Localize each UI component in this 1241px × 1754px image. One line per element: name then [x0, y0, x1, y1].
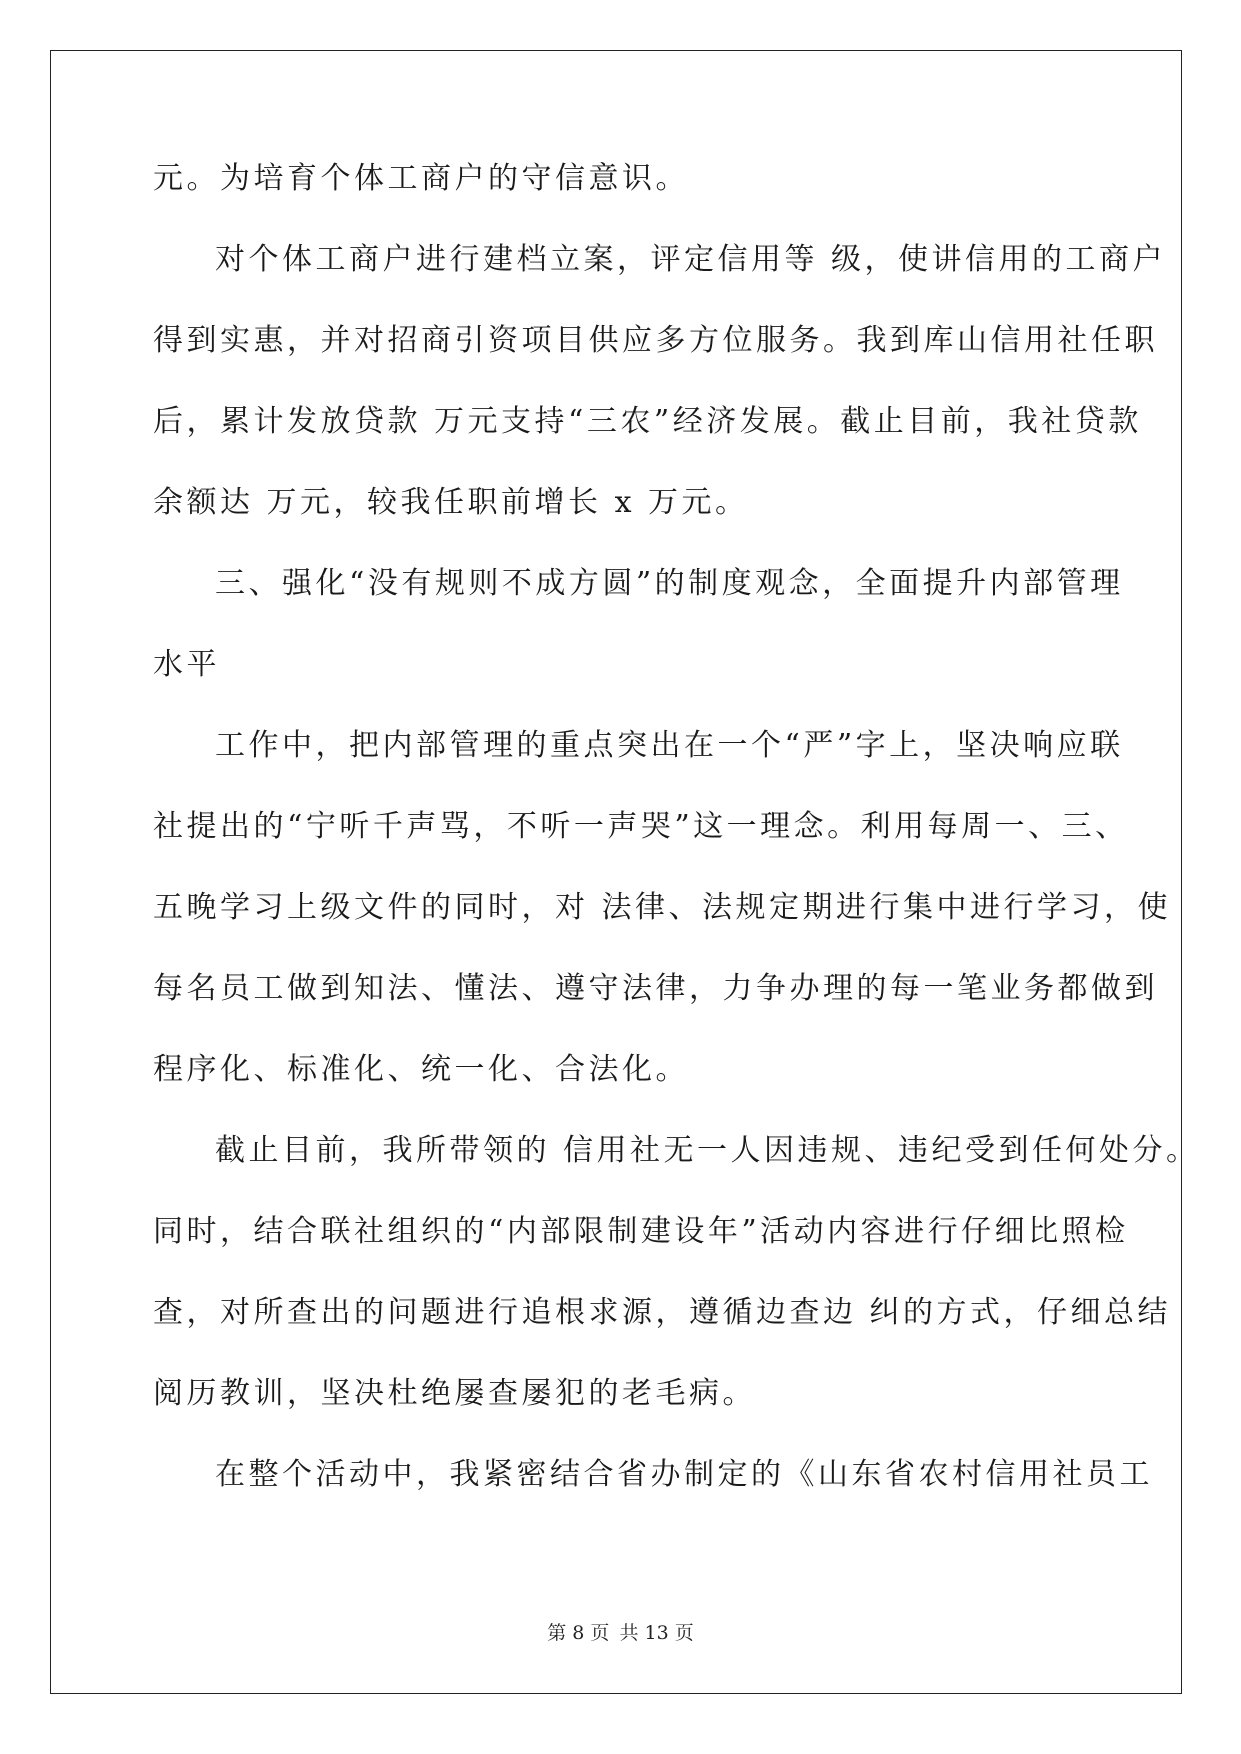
text-line: [153, 1051, 1088, 1132]
text-line: [153, 1294, 1172, 1375]
paragraph-start-line: [153, 241, 1167, 322]
text-line: [153, 970, 1158, 1051]
paragraph-start-line: [153, 1132, 1200, 1213]
text-line: [153, 403, 1142, 484]
line-text: 社提出的“宁听千声骂，不听一声哭”这一理念。利用每周一、三、: [153, 809, 1129, 844]
line-text: 三、强化“没有规则不成方圆”的制度观念，全面提升内部管理: [215, 566, 1124, 601]
paragraph-start-line: [153, 1456, 1153, 1537]
line-text: 阅历教训，坚决杜绝屡查屡犯的老毛病。: [153, 1376, 756, 1411]
page-number: 第 8 页: [547, 1622, 610, 1644]
line-text: 余额达 万元，较我任职前增长 x 万元。: [153, 485, 749, 520]
section-heading-line: [153, 565, 1124, 646]
text-line: [153, 889, 1172, 970]
paragraph-start-line: [153, 727, 1124, 808]
line-text: 同时，结合联社组织的“内部限制建设年”活动内容进行仔细比照检: [153, 1214, 1129, 1249]
page-footer: [0, 1618, 1241, 1645]
page-total: 共 13 页: [619, 1622, 694, 1644]
text-line: [153, 160, 1088, 241]
text-line: [153, 1375, 1088, 1456]
text-line: [153, 484, 1088, 565]
line-text: 在整个活动中，我紧密结合省办制定的《山东省农村信用社员工: [215, 1457, 1153, 1492]
line-text: 截止目前，我所带领的 信用社无一人因违规、违纪受到任何处分。: [215, 1133, 1200, 1168]
text-line: [153, 322, 1158, 403]
line-text: 工作中，把内部管理的重点突出在一个“严”字上，坚决响应联: [215, 728, 1124, 763]
line-text: 每名员工做到知法、懂法、遵守法律，力争办理的每一笔业务都做到: [153, 971, 1158, 1006]
line-text: 查，对所查出的问题进行追根求源，遵循边查边 纠的方式，仔细总结: [153, 1295, 1172, 1330]
line-text: 对个体工商户进行建档立案，评定信用等 级，使讲信用的工商户: [215, 242, 1167, 277]
line-text: 后，累计发放贷款 万元支持“三农”经济发展。截止目前，我社贷款: [153, 404, 1142, 439]
line-text: 水平: [153, 647, 220, 682]
text-line: [153, 646, 1088, 727]
line-text: 程序化、标准化、统一化、合法化。: [153, 1052, 689, 1087]
text-line: [153, 808, 1129, 889]
line-text: 五晚学习上级文件的同时，对 法律、法规定期进行集中进行学习，使: [153, 890, 1172, 925]
text-line: [153, 1213, 1129, 1294]
line-text: 元。为培育个体工商户的守信意识。: [153, 161, 689, 196]
document-body: [153, 160, 1200, 1537]
line-text: 得到实惠，并对招商引资项目供应多方位服务。我到库山信用社任职: [153, 323, 1158, 358]
